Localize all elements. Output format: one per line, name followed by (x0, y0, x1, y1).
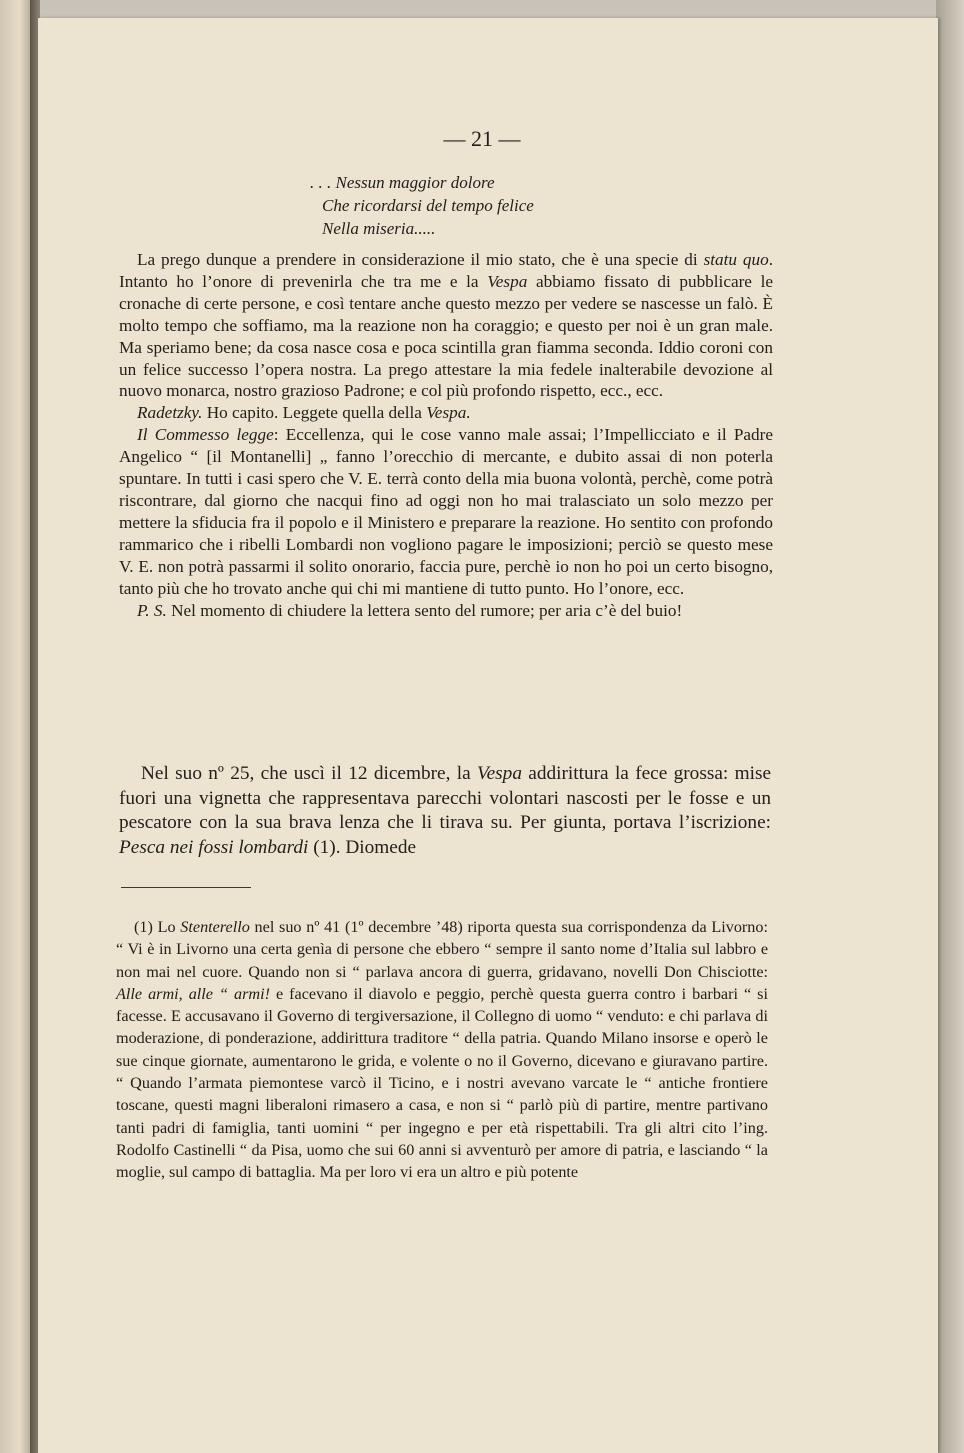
text-run: nel suo nº 41 (1º decembre ’48) riporta questa sua corrispondenza da Livorno: “ Vi è in Livorno una certa genìa di persone che ebbero “ sempre il santo nome d’Italia sul labbro e non mai nel cuore. Quando non si “ parlava ancora di guerra, gridavano, novelli Don Chisciotte: (116, 918, 768, 981)
text-run: La prego dunque a prendere in considerazione il mio stato, che è una specie di (137, 250, 704, 269)
epigraph-quote (310, 171, 534, 240)
text-run: Nel momento di chiudere la lettera sento del rumore; per aria c’è del buio! (166, 600, 683, 620)
text-run: Nel suo nº 25, che uscì il 12 dicembre, la (141, 763, 477, 784)
speaker-name: Radetzky. (137, 403, 203, 423)
speaker-name: Il Commesso legge (137, 425, 274, 445)
text-run: addirittura la fece grossa: mise fuori una vignetta che rappresentava parecchi volontari nascosti per le fosse e un pescatore con la sua brava lenza che li tirava su. Per giunta, portava l’iscrizione: (119, 763, 771, 833)
italic-run: Alle armi, alle “ armi! (116, 984, 270, 1003)
main-paragraph (119, 762, 771, 860)
quote-line-1: . . . Nessun maggior dolore (310, 173, 495, 192)
main-text (119, 762, 771, 860)
text-run: . Intanto ho l’onore di prevenirla che tra me e la (119, 250, 773, 291)
footnote (116, 916, 768, 1184)
text-run: e facevano il diavolo e peggio, perchè questa guerra contro i barbari “ si facesse. E accusavano il Governo di tergiversazione, il Collegno di uomo “ venduto: e chi parlava di moderazione, di ponderazione, addirittura traditore “ della patria. Quando Milano insorse e operò le sue cinque giornate, aumentarono le grida, e volente o no il Governo, dicevano e giuravano partire. “ Quando l’armata piemontese varcò il Ticino, e i nostri avevano varcate le “ antiche frontiere toscane, questi magni liberaloni rimasero a casa, e non si “ parlò più di partire, mentre partivano tanti padri di famiglia, tanti uomini “ per ingegno e per età rispettabili. Tra gli altri cito l’ing. Rodolfo Castinelli “ da Pisa, uomo che sui 60 anni si avventurò per amore di patria, e lasciando “ la moglie, sul campo di battaglia. Ma per loro vi era un altro e più potente (116, 984, 768, 1182)
italic-run: Vespa (476, 763, 522, 784)
right-page-edge (936, 0, 964, 1453)
italic-run: Vespa (487, 271, 528, 291)
letter-paragraph-1 (119, 249, 773, 402)
letter-paragraph-4 (119, 600, 773, 622)
letter-text (119, 249, 773, 621)
quote-line-2: Che ricordarsi del tempo felice (322, 196, 534, 215)
footnote-separator (121, 887, 251, 888)
italic-run: Pesca nei fossi lombardi (119, 836, 309, 858)
letter-paragraph-3 (119, 424, 773, 599)
letter-paragraph-2 (119, 402, 773, 424)
italic-run: Vespa. (426, 403, 471, 423)
text-run: (1) Lo (134, 918, 181, 936)
italic-run: statu quo (703, 250, 769, 269)
text-run: Ho capito. Leggete quella della (202, 403, 427, 423)
text-run: : Eccellenza, qui le cose vanno male assai; l’Impellicciato e il Padre Angelico “ [il Montanelli] „ fanno l’orecchio di mercante, e dubito assai di non poterla spuntare. In tutti i casi spero che V. E. terrà conto della mia buona volontà, perchè, come potrà riscontrare, dal giorno che nacqui fino ad oggi non ho mai tralasciato un solo mezzo per mettere la sfiducia fra il popolo e il Ministero e preparare la reazione. Ho sentito con profondo rammarico che i ribelli Lombardi non vogliono pagare le imposizioni; perciò se questo mese V. E. non potrà passarmi il solito onorario, faccia pure, perchè io non ho poi un certo bisogno, tanto più che ho trovato anche qui chi mi mantiene di tutto punto. Ho l’onore, ecc. (119, 425, 774, 598)
text-run: abbiamo fissato di pubblicare le cronache di certe persone, e così tentare anche questo mezzo per vedere se nascesse un falò. È molto tempo che soffiamo, ma la reazione non ha coraggio; e questo per noi è un gran male. Ma speriamo bene; da cosa nasce cosa e poca scintilla gran fiamma seconda. Iddio coroni con un felice successo l’opera nostra. La prego attestare la mia fedele inalterabile devozione al nuovo monarca, nostro grazioso Padrone; e col più profondo rispetto, ecc., ecc. (119, 271, 773, 401)
italic-run: Stenterello (180, 918, 250, 936)
text-run: (1). Diomede (308, 836, 417, 858)
quote-line-3: Nella miseria..... (322, 219, 436, 238)
page-number: — 21 — (443, 126, 521, 151)
postscript-label: P. S. (137, 600, 167, 620)
footnote-paragraph (116, 916, 768, 1184)
